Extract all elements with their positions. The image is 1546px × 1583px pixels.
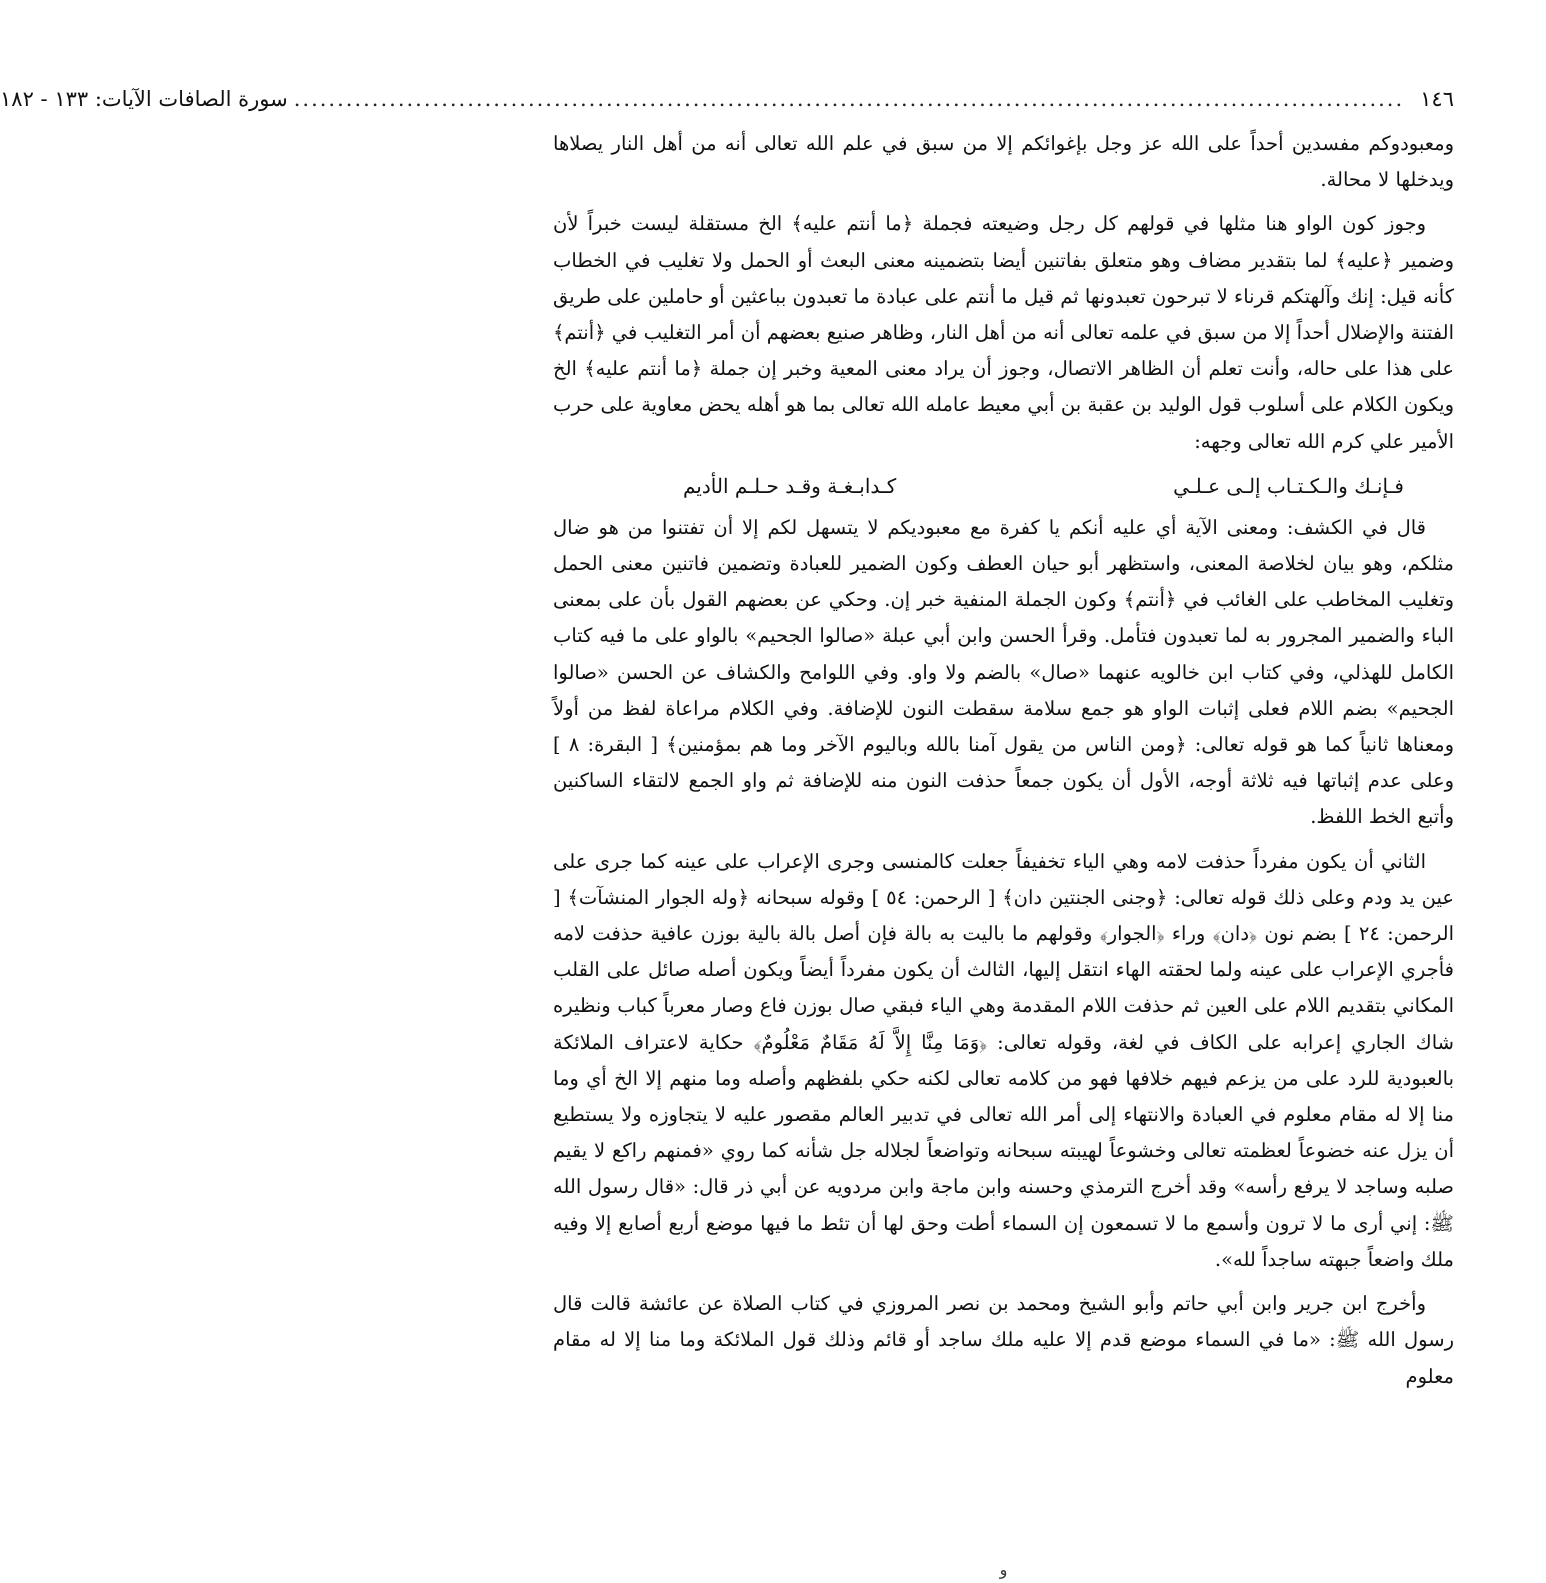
paragraph-3: قال في الكشف: ومعنى الآية أي عليه أنكم يا كفرة مع معبوديكم لا يتسهل لكم إلا أن تفتنوا من هو ضال مثلكم، وهو بيان لخلاصة المعنى، واستظهر أبو حيان العطف وكون الضمير للعبادة وتضمين فاتنين معنى الحمل وتغليب المخاطب على الغائب في ﴿أنتم﴾ وكون الجملة المنفية خبر إن. وحكي عن بعضهم القول بأن على بمعنى الباء والضمير المجرور به لما تعبدون فتأمل. وقرأ الحسن وابن أبي عبلة «صالوا الجحيم» بالواو على ما فيه كتاب الكامل للهذلي، وفي كتاب ابن خالويه عنهما «صال» بالضم ولا واو. وفي اللوامح والكشاف عن الحسن «صالوا الجحيم» بضم اللام فعلى إثبات الواو هو جمع سلامة سقطت النون للإضافة. وفي الكلام مراعاة لفظ من أولاً ومعناها ثانياً كما هو قوله تعالى: ﴿ومن الناس من يقول آمنا بالله وباليوم الآخر وما هم بمؤمنين﴾ [ البقرة: ٨ ] وعلى عدم إثباتها فيه ثلاثة أوجه، الأول أن يكون جمعاً حذفت النون منه للإضافة ثم واو الجمع لالتقاء الساكنين وأتبع الخط اللفظ. xyxy=(553,515,1454,829)
page-number: ١٤٦ xyxy=(1420,87,1454,111)
body-text xyxy=(553,126,1454,1395)
paragraph-5: وأخرج ابن جرير وابن أبي حاتم وأبو الشيخ ومحمد بن نصر المروزي في كتاب الصلاة عن عائشة قالت قال رسول الله ﷺ: «ما في السماء موضع قدم إلا عليه ملك ساجد أو قائم وذلك قول الملائكة وما منا إلا له مقام معلوم xyxy=(553,1292,1454,1388)
verse-first-hemistich: فـإنـك والـكـتـاب إلـى عـلـي xyxy=(1173,473,1404,498)
header-dot-leader: ................................................................................................................................ xyxy=(293,87,1405,111)
paragraph-2: وجوز كون الواو هنا مثلها في قولهم كل رجل وضيعته فجملة ﴿ما أنتم عليه﴾ الخ مستقلة ليست خبراً لأن وضمير ﴿عليه﴾ لما بتقدير مضاف وهو متعلق بفاتنين أيضا بتضمينه معنى البعث أو الحمل ولا تغليب في الخطاب كأنه قيل: إنك وآلهتكم قرناء لا تبرحون تعبدونها ثم قيل ما أنتم على عبادة ما تعبدون بباعثين أو حاملين على طريق الفتنة والإضلال أحداً إلا من سبق في علمه تعالى أنه من أهل النار، وظاهر صنيع بعضهم أن أمر التغليب في ﴿أنتم﴾ على هذا على حاله، وأنت تعلم أن الظاهر الاتصال، وجوز أن يراد معنى المعية وخبر إن جملة ﴿ما أنتم عليه﴾ الخ ويكون الكلام على أسلوب قول الوليد بن عقبة بن أبي معيط عامله الله تعالى بما هو أهله يحض معاوية على حرب الأمير علي كرم الله تعالى وجهه: xyxy=(553,212,1454,453)
poetry-verse xyxy=(553,468,1454,504)
paragraph-4: الثاني أن يكون مفرداً حذفت لامه وهي الياء تخفيفاً جعلت كالمنسى وجرى الإعراب على عينه كما جرى على عين يد ودم وعلى ذلك قوله تعالى: ﴿وجنى الجنتين دان﴾ [ الرحمن: ٥٤ ] وقوله سبحانه ﴿وله الجوار المنشآت﴾ [ الرحمن: ٢٤ ] بضم نون ﴿دان﴾ وراء ﴿الجوار﴾ وقولهم ما باليت به بالة فإن أصل بالة بالية بوزن عافية حذفت لامه فأجري الإعراب على عينه ولما لحقته الهاء انتقل إليها، الثالث أن يكون مفرداً أيضاً ويكون أصله صائل على القلب المكاني بتقديم اللام على العين ثم حذفت اللام المقدمة وهي الياء فبقي صال بوزن فاع وصار معرباً كباب ونظيره شاك الجاري إعرابه على الكاف في لغة، وقوله تعالى: ﴿وَمَا مِنَّا إِلاَّ لَهُ مَقَامٌ مَعْلُومٌ﴾ حكاية لاعتراف الملائكة بالعبودية للرد على من يزعم فيهم خلافها فهو من كلامه تعالى لكنه حكي بلفظهم وأصله وما منهم إلا الخ أي وما منا إلا له مقام معلوم في العبادة والانتهاء إلى أمر الله تعالى في تدبير العالم مقصور عليه لا يتجاوزه ولا يستطيع أن يزل عنه خضوعاً لعظمته تعالى وخشوعاً لهيبته سبحانه وتواضعاً لجلاله جل شأنه كما روي «فمنهم راكع لا يقيم صلبه وساجد لا يرفع رأسه» وقد أخرج الترمذي وحسنه وابن ماجة وابن مردويه عن أبي ذر قال: «قال رسول الله ﷺ: إني أرى ما لا ترون وأسمع ما لا تسمعون إن السماء أطت وحق لها أن تئط ما فيها موضع أربع أصابع إلا وفيه ملك واضعاً جبهته ساجداً لله». xyxy=(553,849,1454,1271)
paragraph-1: ومعبودوكم مفسدين أحداً على الله عز وجل بإغوائكم إلا من سبق في علم الله تعالى أنه من أهل النار يصلاها ويدخلها لا محالة. xyxy=(553,132,1454,192)
next-line-fragment: ﻭ xyxy=(999,1560,1008,1579)
surah-title: سورة الصافات الآيات: ١٣٣ - ١٨٢ xyxy=(0,87,288,111)
document-page xyxy=(0,84,1454,1579)
running-header xyxy=(0,84,1454,116)
verse-second-hemistich: كـدابـغـة وقـد حـلـم الأديم xyxy=(683,473,897,498)
